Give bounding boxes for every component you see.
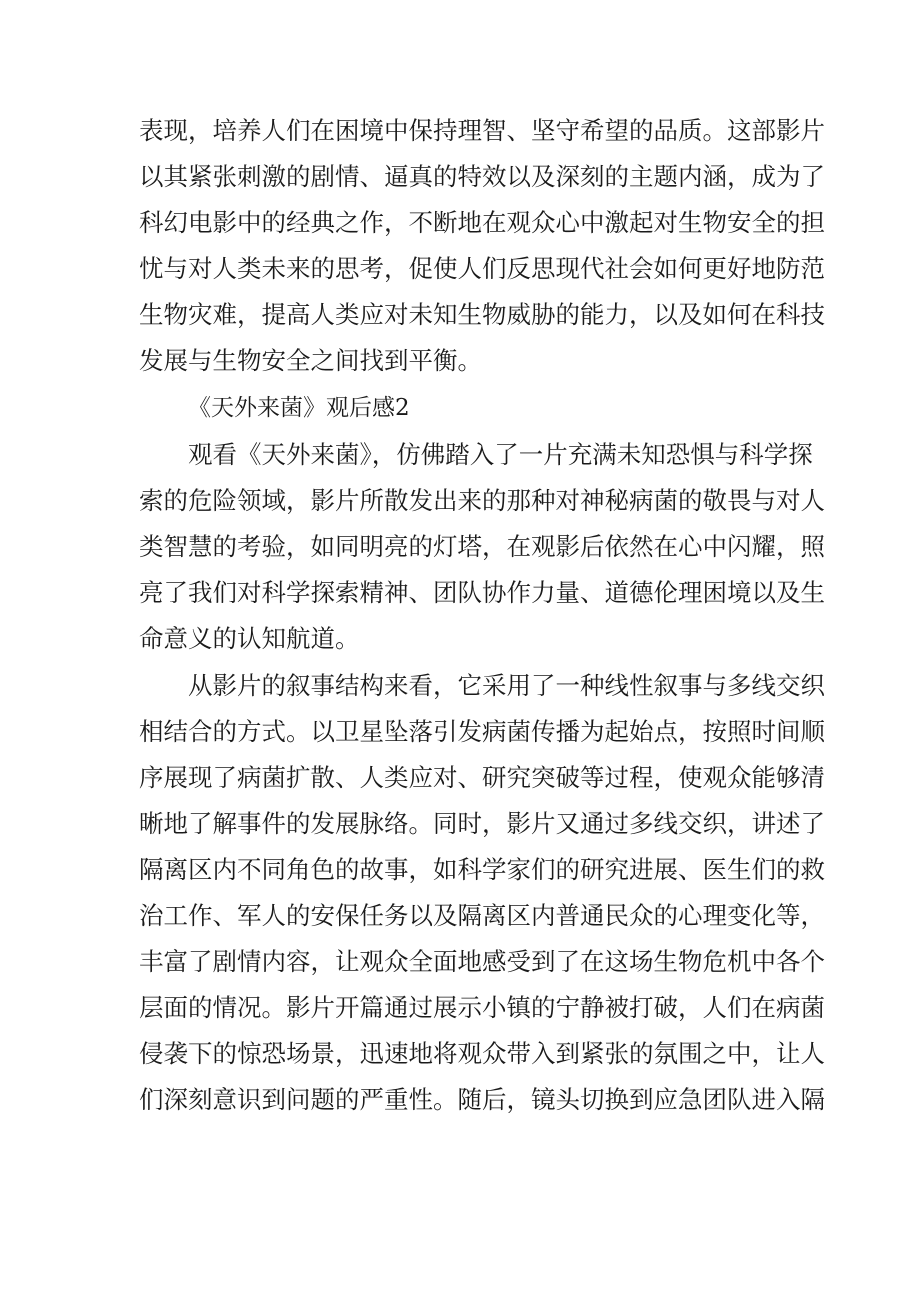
paragraph-1-line-4: 忧与对人类未来的思考，促使人们反思现代社会如何更好地防范 bbox=[139, 254, 825, 283]
paragraph-1-line-6: 发展与生物安全之间找到平衡。 bbox=[139, 346, 482, 375]
paragraph-1-line-1: 表现，培养人们在困境中保持理智、坚守希望的品质。这部影片 bbox=[139, 116, 825, 145]
paragraph-2-line-4: 亮了我们对科学探索精神、团队协作力量、道德伦理困境以及生 bbox=[139, 578, 825, 607]
paragraph-3-line-9: 侵袭下的惊恐场景，迅速地将观众带入到紧张的氛围之中，让人 bbox=[139, 1039, 825, 1068]
paragraph-1-line-3: 科幻电影中的经典之作，不断地在观众心中激起对生物安全的担 bbox=[139, 208, 825, 237]
paragraph-1-line-5: 生物灾难，提高人类应对未知生物威胁的能力，以及如何在科技 bbox=[139, 300, 825, 329]
paragraph-3-line-6: 治工作、军人的安保任务以及隔离区内普通民众的心理变化等， bbox=[139, 901, 825, 930]
section-heading: 《天外来菌》观后感2 bbox=[188, 395, 410, 421]
paragraph-2-line-1: 观看《天外来菌》，仿佛踏入了一片充满未知恐惧与科学探 bbox=[188, 440, 813, 469]
paragraph-1-line-2: 以其紧张刺激的剧情、逼真的特效以及深刻的主题内涵，成为了 bbox=[139, 162, 825, 191]
paragraph-3-line-5: 隔离区内不同角色的故事，如科学家们的研究进展、医生们的救 bbox=[139, 855, 825, 884]
paragraph-2-line-3: 类智慧的考验，如同明亮的灯塔，在观影后依然在心中闪耀，照 bbox=[139, 532, 825, 561]
paragraph-3-line-3: 序展现了病菌扩散、人类应对、研究突破等过程，使观众能够清 bbox=[139, 763, 825, 792]
paragraph-3-line-7: 丰富了剧情内容，让观众全面地感受到了在这场生物危机中各个 bbox=[139, 947, 825, 976]
paragraph-2-line-5: 命意义的认知航道。 bbox=[139, 624, 360, 653]
paragraph-3-line-8: 层面的情况。影片开篇通过展示小镇的宁静被打破，人们在病菌 bbox=[139, 993, 825, 1022]
paragraph-2-line-2: 索的危险领域，影片所散发出来的那种对神秘病菌的敬畏与对人 bbox=[139, 486, 825, 515]
paragraph-3-line-10: 们深刻意识到问题的严重性。随后，镜头切换到应急团队进入隔 bbox=[139, 1085, 825, 1114]
paragraph-3-line-2: 相结合的方式。以卫星坠落引发病菌传播为起始点，按照时间顺 bbox=[139, 717, 825, 746]
paragraph-3-line-1: 从影片的叙事结构来看，它采用了一种线性叙事与多线交织 bbox=[188, 671, 825, 700]
paragraph-3-line-4: 晰地了解事件的发展脉络。同时，影片又通过多线交织，讲述了 bbox=[139, 809, 825, 838]
